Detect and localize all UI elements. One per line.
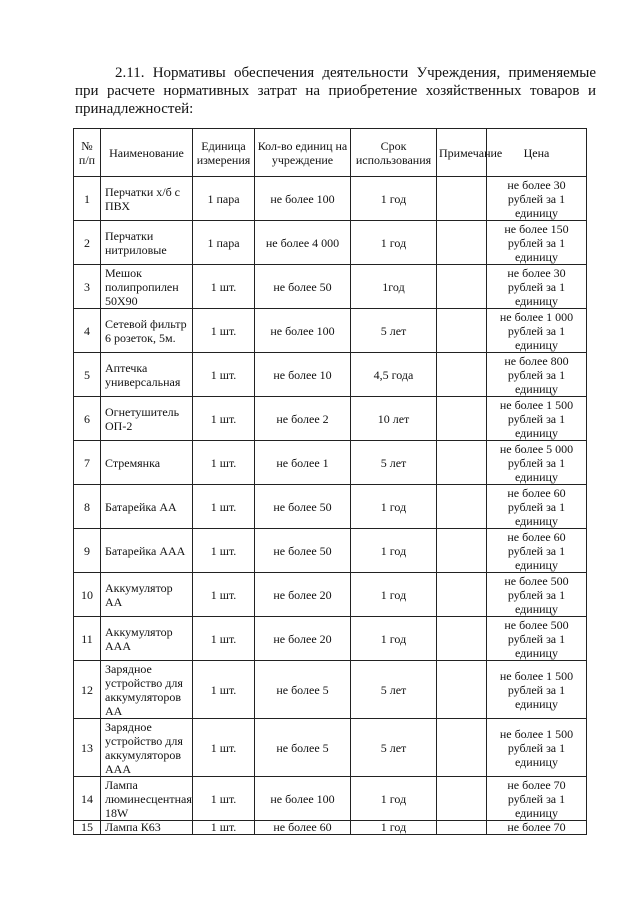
table-row [74,573,587,617]
cell-price: не более 1 500 рублей за 1 единицу [487,661,587,719]
cell-qty: не более 2 [255,397,351,441]
cell-unit: 1 шт. [193,661,255,719]
cell-num: 10 [74,573,101,617]
header-term: Срок использования [351,129,437,177]
cell-term: 1 год [351,485,437,529]
cell-num: 15 [74,821,101,835]
cell-num: 14 [74,777,101,821]
cell-name: Аптечка универсальная [101,353,193,397]
cell-name: Аккумулятор ААА [101,617,193,661]
heading-line-2: при расчете нормативных затрат на приобретение хозяйственных товаров и [75,83,596,99]
cell-price: не более 60 рублей за 1 единицу [487,485,587,529]
cell-num: 9 [74,529,101,573]
cell-term: 1 год [351,177,437,221]
cell-num: 11 [74,617,101,661]
cell-qty: не более 5 [255,661,351,719]
cell-name: Перчатки х/б с ПВХ [101,177,193,221]
cell-note [437,661,487,719]
cell-note [437,821,487,835]
cell-name: Перчатки нитриловые [101,221,193,265]
cell-term: 1 год [351,221,437,265]
cell-note [437,221,487,265]
cell-unit: 1 шт. [193,397,255,441]
heading-line-3: принадлежностей: [75,101,194,117]
cell-price: не более 60 рублей за 1 единицу [487,529,587,573]
cell-price: не более 70 рублей за 1 единицу [487,777,587,821]
cell-name: Батарейка АА [101,485,193,529]
cell-num: 5 [74,353,101,397]
cell-name: Аккумулятор АА [101,573,193,617]
cell-num: 13 [74,719,101,777]
cell-note [437,309,487,353]
header-note: Примечание [437,129,487,177]
section-heading [75,64,596,118]
cell-qty: не более 5 [255,719,351,777]
cell-note [437,485,487,529]
cell-price: не более 70 [487,821,587,835]
cell-price: не более 5 000 рублей за 1 единицу [487,441,587,485]
cell-qty: не более 20 [255,573,351,617]
cell-term: 5 лет [351,309,437,353]
cell-unit: 1 шт. [193,777,255,821]
cell-term: 1 год [351,529,437,573]
cell-name: Зарядное устройство для аккумуляторов АА [101,661,193,719]
table-row [74,353,587,397]
cell-qty: не более 50 [255,265,351,309]
cell-price: не более 1 000 рублей за 1 единицу [487,309,587,353]
table-row [74,661,587,719]
cell-unit: 1 шт. [193,617,255,661]
cell-note [437,617,487,661]
table-row [74,221,587,265]
table-row [74,777,587,821]
table-row [74,397,587,441]
cell-price: не более 150 рублей за 1 единицу [487,221,587,265]
cell-unit: 1 шт. [193,573,255,617]
cell-unit: 1 шт. [193,309,255,353]
cell-note [437,353,487,397]
cell-price: не более 30 рублей за 1 единицу [487,265,587,309]
table-row [74,265,587,309]
cell-term: 4,5 года [351,353,437,397]
cell-qty: не более 50 [255,529,351,573]
table-row [74,719,587,777]
header-qty: Кол-во единиц на учреждение [255,129,351,177]
table-row [74,309,587,353]
table-body [74,177,587,835]
table-row [74,617,587,661]
cell-price: не более 1 500 рублей за 1 единицу [487,719,587,777]
cell-name: Стремянка [101,441,193,485]
cell-unit: 1 шт. [193,265,255,309]
cell-term: 1 год [351,777,437,821]
cell-num: 1 [74,177,101,221]
cell-name: Мешок полипропилен 50Х90 [101,265,193,309]
table-row [74,485,587,529]
cell-term: 1 год [351,821,437,835]
table-row [74,177,587,221]
cell-unit: 1 шт. [193,353,255,397]
cell-num: 7 [74,441,101,485]
cell-name: Огнетушитель ОП-2 [101,397,193,441]
cell-term: 5 лет [351,719,437,777]
cell-note [437,573,487,617]
cell-note [437,777,487,821]
cell-term: 5 лет [351,441,437,485]
cell-unit: 1 шт. [193,821,255,835]
cell-unit: 1 шт. [193,441,255,485]
cell-qty: не более 4 000 [255,221,351,265]
cell-price: не более 30 рублей за 1 единицу [487,177,587,221]
cell-term: 1год [351,265,437,309]
supplies-norms-table [73,128,587,835]
header-unit: Единица измерения [193,129,255,177]
header-name: Наименование [101,129,193,177]
cell-unit: 1 шт. [193,529,255,573]
cell-qty: не более 10 [255,353,351,397]
cell-name: Лампа К63 [101,821,193,835]
cell-num: 4 [74,309,101,353]
cell-unit: 1 шт. [193,485,255,529]
cell-note [437,177,487,221]
cell-unit: 1 пара [193,177,255,221]
header-price: Цена [487,129,587,177]
cell-price: не более 800 рублей за 1 единицу [487,353,587,397]
table-row [74,441,587,485]
cell-term: 1 год [351,617,437,661]
cell-term: 5 лет [351,661,437,719]
cell-qty: не более 100 [255,177,351,221]
table-row [74,529,587,573]
cell-num: 2 [74,221,101,265]
cell-name: Зарядное устройство для аккумуляторов ААА [101,719,193,777]
cell-qty: не более 60 [255,821,351,835]
cell-qty: не более 100 [255,309,351,353]
cell-note [437,397,487,441]
cell-unit: 1 пара [193,221,255,265]
cell-qty: не более 20 [255,617,351,661]
cell-qty: не более 1 [255,441,351,485]
table-header-row [74,129,587,177]
cell-price: не более 1 500 рублей за 1 единицу [487,397,587,441]
cell-num: 8 [74,485,101,529]
cell-note [437,529,487,573]
header-num: № п/п [74,129,101,177]
cell-qty: не более 100 [255,777,351,821]
cell-qty: не более 50 [255,485,351,529]
cell-unit: 1 шт. [193,719,255,777]
cell-note [437,265,487,309]
cell-num: 6 [74,397,101,441]
cell-note [437,441,487,485]
cell-name: Лампа люминесцентная 18W [101,777,193,821]
heading-line-1: 2.11. Нормативы обеспечения деятельности Учреждения, применяемые [115,65,596,81]
cell-num: 3 [74,265,101,309]
cell-note [437,719,487,777]
cell-name: Батарейка ААА [101,529,193,573]
cell-name: Сетевой фильтр 6 розеток, 5м. [101,309,193,353]
cell-price: не более 500 рублей за 1 единицу [487,573,587,617]
cell-term: 10 лет [351,397,437,441]
cell-term: 1 год [351,573,437,617]
cell-price: не более 500 рублей за 1 единицу [487,617,587,661]
table-row [74,821,587,835]
cell-num: 12 [74,661,101,719]
